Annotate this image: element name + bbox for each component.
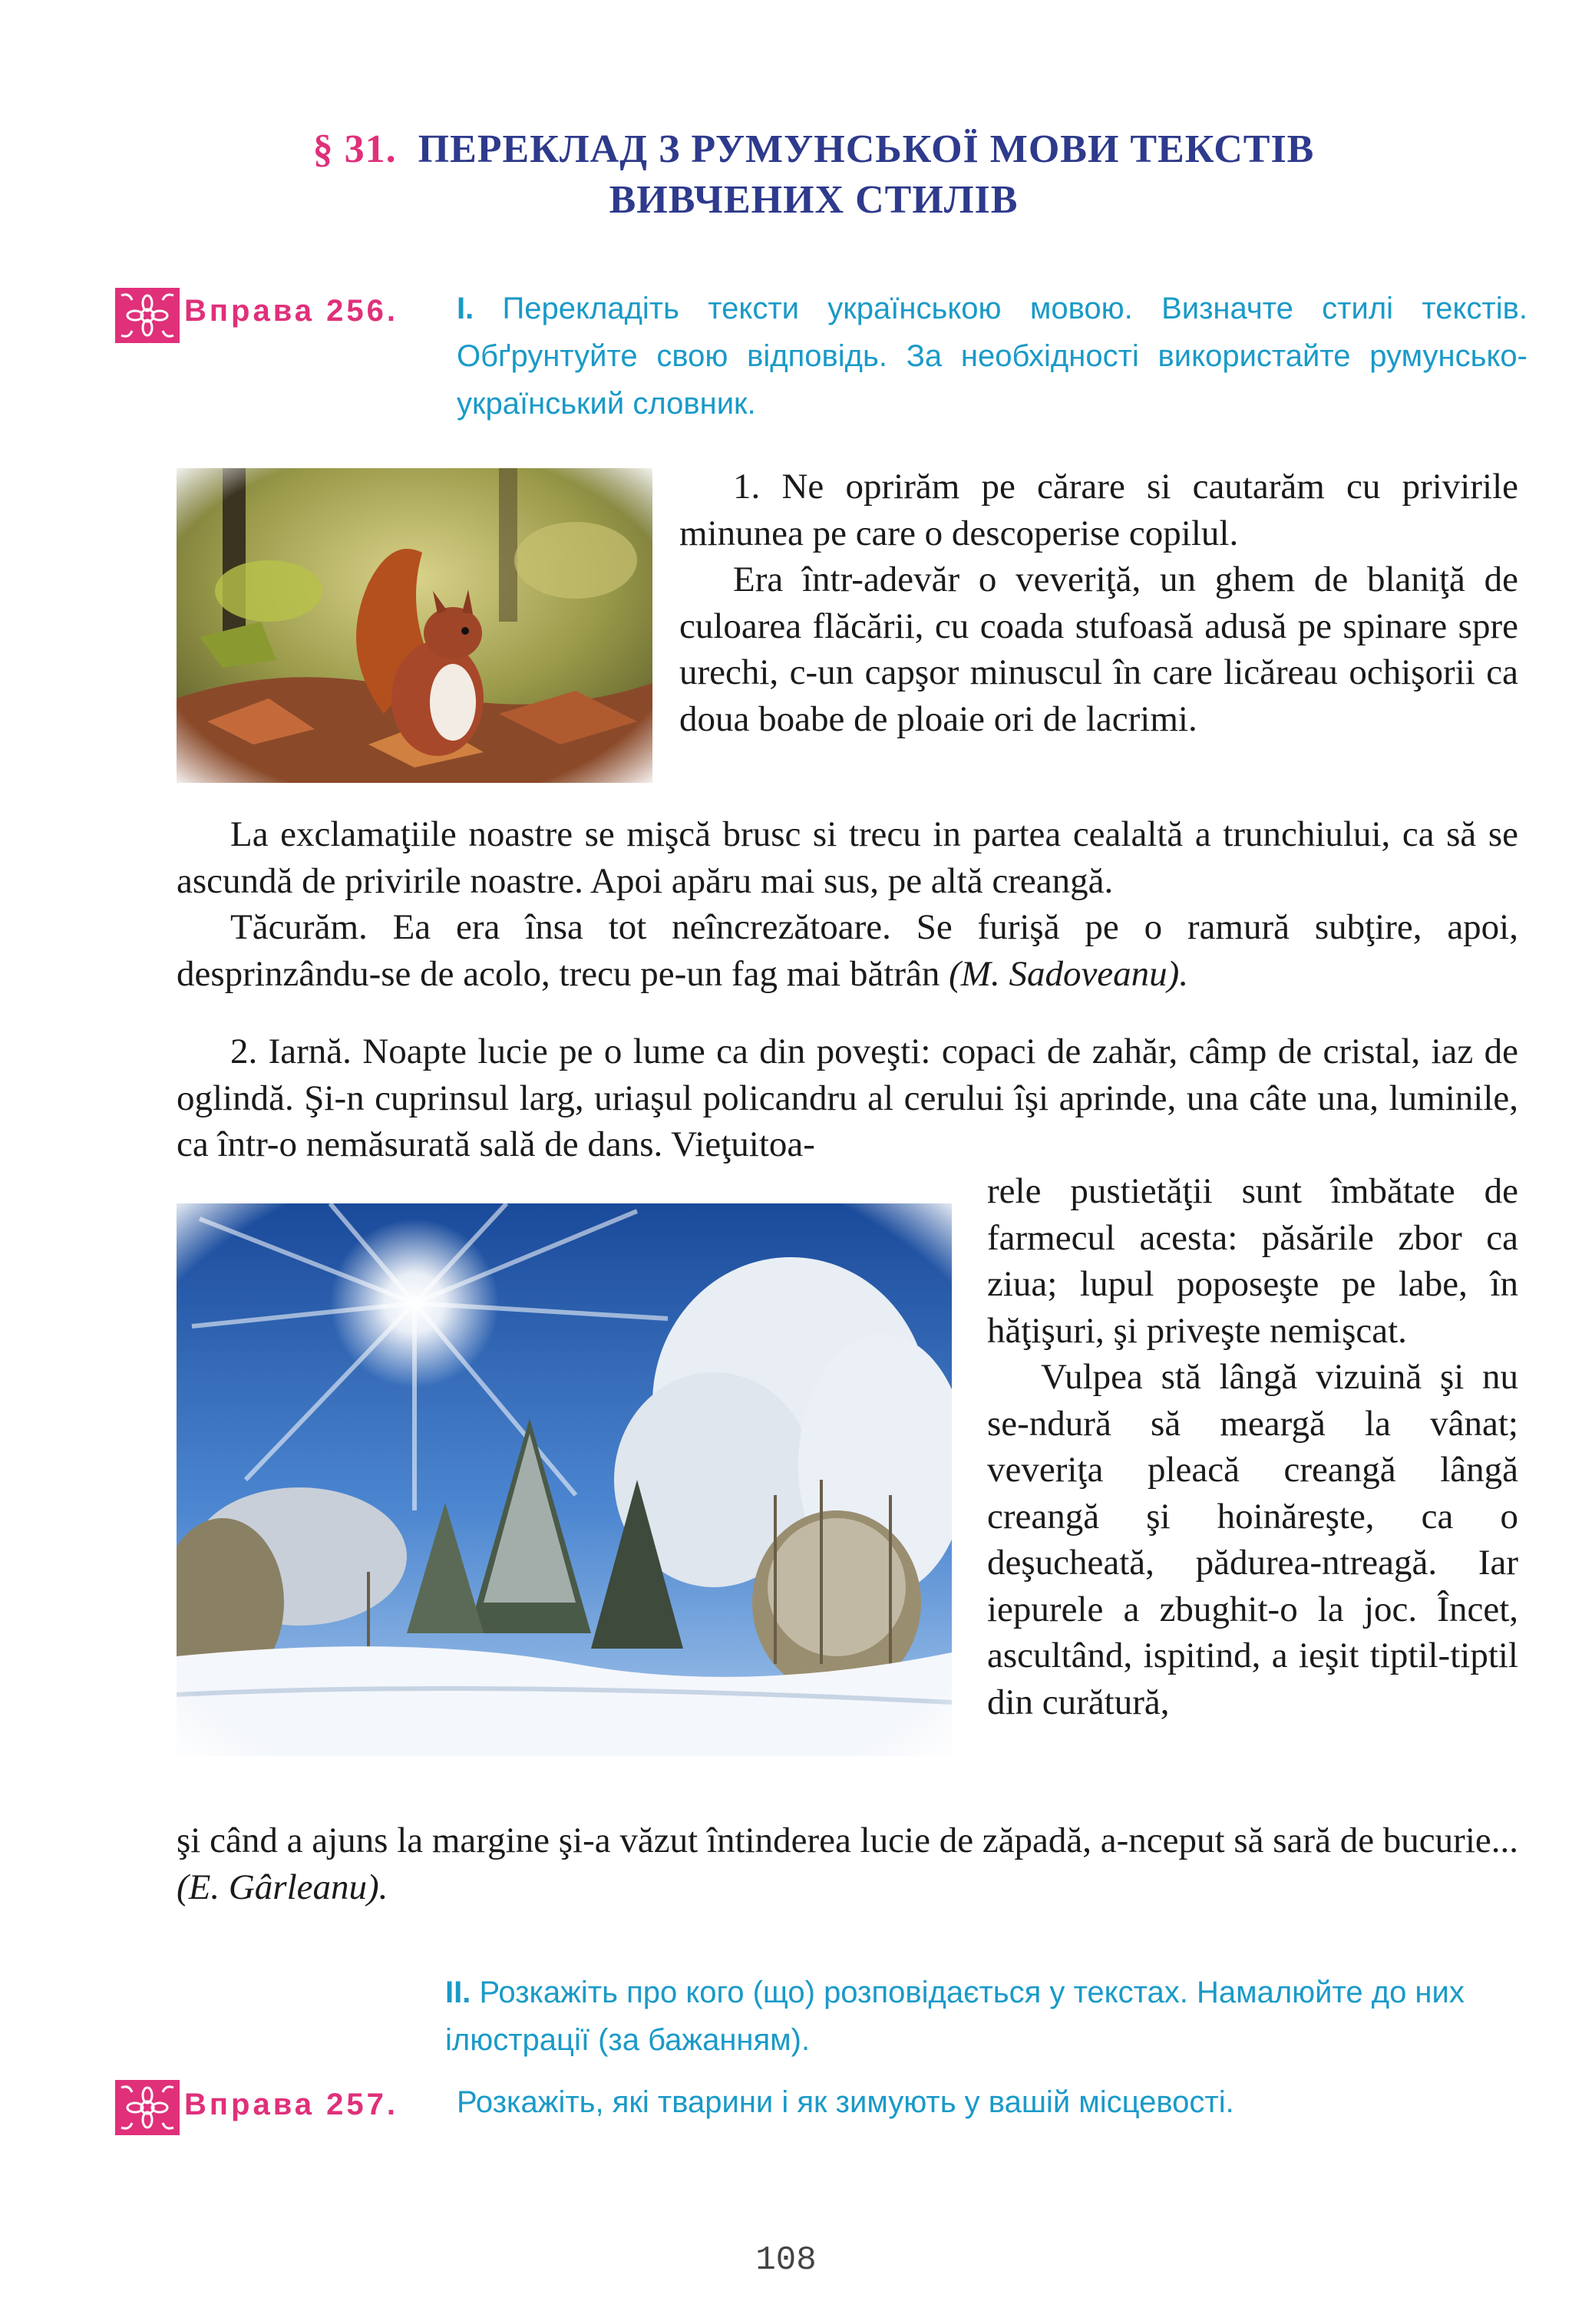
task-marker-2: ІІ.	[445, 1976, 471, 2009]
text1-paragraph-4	[177, 904, 1518, 997]
section-title-line1: ПЕРЕКЛАД З РУМУНСЬКОЇ МОВИ ТЕКСТІВ	[418, 127, 1315, 171]
squirrel-image	[177, 468, 652, 783]
text1-author: (M. Sadoveanu).	[949, 953, 1189, 994]
winter-forest-image	[177, 1203, 952, 1756]
text2-paragraph-2-side: Vulpea stă lângă vizuină şi nu se-ndură să meargă la vânat; veveriţa pleacă creangă lângă creangă şi hoinăreşte, ca o deşucheată, pădurea-ntreagă. Iar iepurele a zbughit-o la joc. Încet, ascultând, ispitind, a ieşit tiptil-tiptil din curătură,	[987, 1357, 1518, 1722]
text1-paragraph-3: La exclamaţiile noastre se mişcă brusc si trecu in partea cealaltă a trunchiului, ca să se ascundă de privirile noastre. Apoi apăru mai sus, pe altă creangă.	[177, 814, 1518, 901]
text1-side-block	[679, 464, 1518, 742]
text2-side-block	[987, 1168, 1518, 1725]
text2-paragraph-1-end: rele pustietăţii sunt îmbătate de farmecul acesta: păsările zbor ca ziua; lupul poposeşte pe labe, în hăţişuri, şi priveşte nemişcat.	[987, 1171, 1518, 1351]
task-2	[445, 1969, 1520, 2064]
exercise-256-task	[457, 285, 1527, 427]
text1-paragraph-2: Era într-adevăr o veveriţă, un ghem de blaniţă de culoarea flăcării, cu coada stufoasă adusă pe spinare spre urechi, c-un capşor minuscul în care licăreau ochişorii ca doua boabe de ploaie ori de lacrimi.	[679, 560, 1518, 739]
exercise-257-label: Вправа 257.	[184, 2088, 398, 2121]
task-marker-1: І.	[457, 292, 474, 325]
section-heading	[154, 124, 1474, 226]
section-title-line2: ВИВЧЕНИХ СТИЛІВ	[609, 178, 1019, 222]
text2-bottom-block	[177, 1817, 1518, 1910]
text1-paragraph-1: 1. Ne oprirăm pe cărare si cautarăm cu privirile minunea pe care o descoperise copilul.	[679, 467, 1518, 553]
exercise-257-task: Розкажіть, які тварини і як зимують у вашій місцевості.	[457, 2085, 1234, 2119]
exercise-flower-icon	[115, 288, 180, 343]
page-number: 108	[755, 2241, 817, 2279]
text2-paragraph-2-bottom-text: şi când a ajuns la margine şi-a văzut întinderea lucie de zăpadă, a-nceput să sară de bucurie...	[177, 1821, 1518, 1860]
exercise-256-label: Вправа 256.	[184, 294, 398, 328]
text2-paragraph-2-bottom	[177, 1817, 1518, 1910]
text2-author: (E. Gârleanu).	[177, 1867, 388, 1907]
exercise-flower-icon	[115, 2080, 180, 2135]
section-number: § 31.	[312, 127, 397, 171]
exercise-256-task-text: Перекладіть тексти українською мовою. Визначте стилі текстів. Обґрунтуйте свою відповідь. За необхідності використайте румунсько-український словник.	[457, 292, 1527, 421]
text2-top-block	[177, 1028, 1518, 1168]
task-2-text: Розкажіть про кого (що) розповідається у текстах. Намалюйте до них ілюстрації (за бажанням).	[445, 1976, 1465, 2057]
text1-paragraph-4-text: Tăcurăm. Ea era însa tot neîncrezătoare. Se furişă pe o ramură subţire, apoi, desprinzându-se de acolo, trecu pe-un fag mai bătrân	[177, 907, 1518, 994]
text2-paragraph-1-start: 2. Iarnă. Noapte lucie pe o lume ca din poveşti: copaci de zahăr, câmp de cristal, iaz de oglindă. Şi-n cuprinsul larg, uriaşul policandru al cerului îşi aprinde, una câte una, luminile, ca într-o nemăsurată sală de dans. Vieţuitoa-	[177, 1032, 1518, 1164]
text1-full-block	[177, 811, 1518, 997]
